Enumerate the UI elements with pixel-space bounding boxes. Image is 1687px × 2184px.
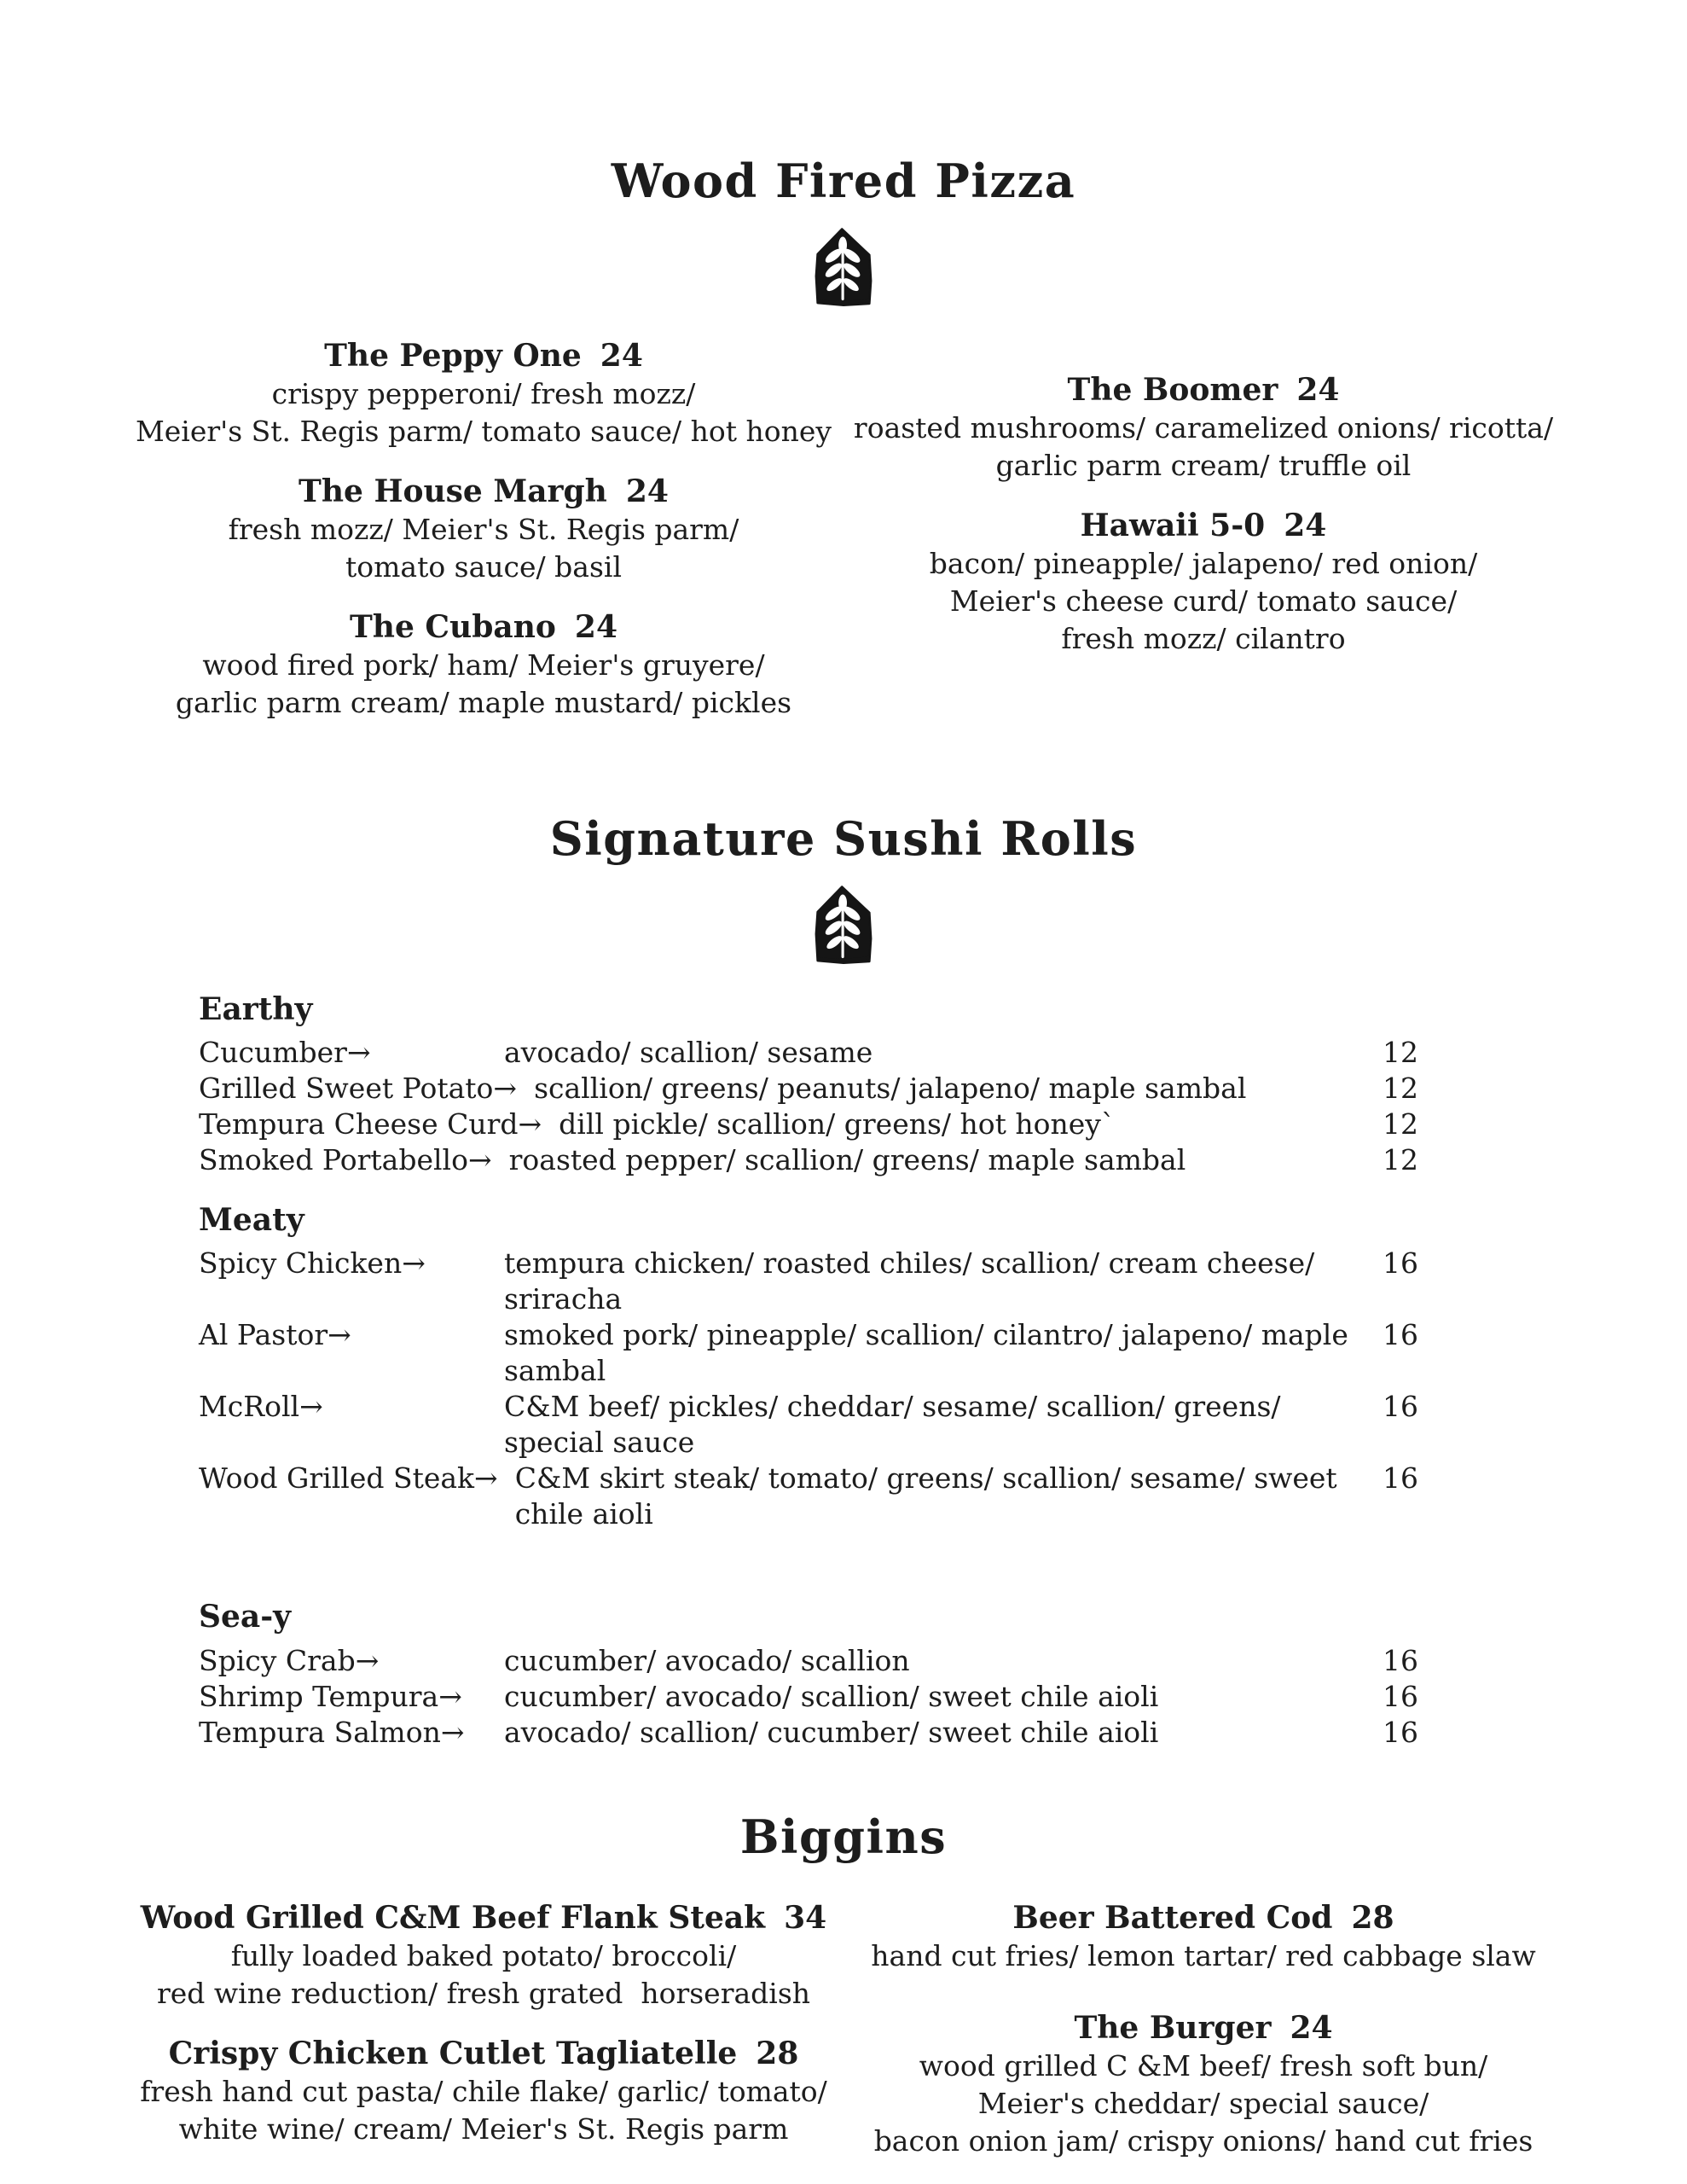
roll-desc: C&M skirt steak/ tomato/ greens/ scallion/ sesame/ sweet chile aioli bbox=[514, 1461, 1347, 1531]
item-price: 24 bbox=[574, 609, 618, 645]
roll-name bbox=[199, 1107, 559, 1142]
item-name: The Burger bbox=[1074, 2009, 1272, 2046]
menu-item-the-peppy-one bbox=[124, 337, 844, 450]
item-desc-line: fresh mozz/ Meier's St. Regis parm/ bbox=[228, 513, 739, 546]
roll-name-text: Shrimp Tempura bbox=[199, 1679, 439, 1713]
roll-desc: avocado/ scallion/ sesame bbox=[504, 1036, 873, 1070]
roll-price: 16 bbox=[1383, 1246, 1418, 1281]
biggins-column-left bbox=[124, 1899, 844, 2182]
menu-item-the-boomer bbox=[844, 371, 1563, 485]
roll-name bbox=[199, 1715, 504, 1751]
roll-name-text: Wood Grilled Steak bbox=[199, 1461, 475, 1496]
roll-desc: cucumber/ avocado/ scallion/ sweet chile aioli bbox=[504, 1679, 1159, 1713]
roll-price: 16 bbox=[1383, 1679, 1418, 1713]
roll-desc: avocado/ scallion/ cucumber/ sweet chile aioli bbox=[504, 1715, 1159, 1749]
item-desc-line: roasted mushrooms/ caramelized onions/ ricotta/ bbox=[853, 411, 1554, 444]
roll-desc: roasted pepper/ scallion/ greens/ maple sambal bbox=[508, 1143, 1186, 1177]
group-heading: Meaty bbox=[199, 1202, 304, 1239]
item-name: The House Margh bbox=[299, 473, 607, 509]
sushi-section-title: Signature Sushi Rolls bbox=[549, 811, 1138, 866]
item-head bbox=[844, 1899, 1563, 1937]
item-head bbox=[124, 337, 844, 375]
right-arrow-icon: → bbox=[328, 1318, 351, 1352]
item-desc-line: crispy pepperoni/ fresh mozz/ bbox=[271, 377, 696, 410]
sushi-group-meaty bbox=[199, 1202, 1418, 1532]
roll-name bbox=[199, 1142, 509, 1178]
menu-item-wood-grilled-flank-steak bbox=[124, 1899, 844, 2013]
item-desc-line: fresh mozz/ cilantro bbox=[1061, 622, 1346, 655]
item-desc-line: wood grilled C &M beef/ fresh soft bun/ bbox=[919, 2048, 1488, 2082]
menu-item-the-cubano bbox=[124, 608, 844, 722]
menu-item-the-house-margh bbox=[124, 473, 844, 586]
group-heading: Sea-y bbox=[199, 1599, 292, 1635]
menu-item-hawaii-5-0 bbox=[844, 507, 1563, 658]
item-desc-line: garlic parm cream/ maple mustard/ pickles bbox=[175, 686, 792, 719]
pizza-section-title: Wood Fired Pizza bbox=[611, 154, 1076, 208]
item-name: Hawaii 5-0 bbox=[1080, 508, 1266, 543]
roll-name bbox=[199, 1246, 504, 1281]
roll-row-shrimp-tempura bbox=[199, 1679, 1418, 1715]
right-arrow-icon: → bbox=[346, 1036, 371, 1070]
item-desc-line: fresh hand cut pasta/ chile flake/ garlic/ tomato/ bbox=[140, 2074, 827, 2108]
item-name: Wood Grilled C&M Beef Flank Steak bbox=[140, 1899, 766, 1936]
roll-row-spicy-chicken bbox=[199, 1246, 1418, 1317]
right-arrow-icon: → bbox=[438, 1679, 462, 1713]
sushi-section-logo bbox=[124, 882, 1563, 969]
right-arrow-icon: → bbox=[402, 1246, 426, 1281]
item-desc-line: fully loaded baked potato/ broccoli/ bbox=[230, 1938, 737, 1972]
roll-row-spicy-crab bbox=[199, 1643, 1418, 1679]
item-price: 24 bbox=[625, 473, 669, 509]
item-price: 24 bbox=[1290, 2009, 1333, 2046]
roll-price: 12 bbox=[1383, 1107, 1418, 1141]
item-name: The Boomer bbox=[1067, 372, 1278, 408]
roll-price: 16 bbox=[1383, 1643, 1418, 1677]
right-arrow-icon: → bbox=[440, 1715, 465, 1749]
roll-row-wood-grilled-steak bbox=[199, 1461, 1418, 1532]
wood-fired-pizza-section bbox=[124, 154, 1563, 744]
item-head bbox=[844, 371, 1563, 410]
roll-desc: tempura chicken/ roasted chiles/ scallion/ cream cheese/ sriracha bbox=[504, 1246, 1324, 1316]
item-desc-line: red wine reduction/ fresh grated horseradish bbox=[156, 1976, 811, 2010]
item-name: The Peppy One bbox=[324, 338, 582, 374]
item-price: 28 bbox=[756, 2035, 799, 2071]
roll-name-text: McRoll bbox=[199, 1390, 300, 1424]
item-head bbox=[124, 473, 844, 511]
right-arrow-icon: → bbox=[467, 1143, 492, 1177]
roll-row-smoked-portabello bbox=[199, 1142, 1418, 1178]
roll-desc: dill pickle/ scallion/ greens/ hot honey` bbox=[559, 1107, 1116, 1141]
roll-name bbox=[199, 1643, 504, 1679]
right-arrow-icon: → bbox=[474, 1461, 498, 1496]
biggins-columns bbox=[124, 1899, 1563, 2182]
item-desc-line: Meier's St. Regis parm/ tomato sauce/ hot honey bbox=[135, 415, 832, 448]
right-arrow-icon: → bbox=[518, 1107, 542, 1141]
item-price: 24 bbox=[600, 338, 643, 374]
roll-price: 16 bbox=[1383, 1715, 1418, 1749]
menu-item-crispy-chicken-cutlet-tagliatelle bbox=[124, 2035, 844, 2148]
item-head bbox=[124, 2035, 844, 2073]
item-head bbox=[124, 1899, 844, 1937]
item-head bbox=[844, 507, 1563, 545]
biggins-section bbox=[124, 1809, 1563, 2182]
sushi-group-sea-y bbox=[199, 1599, 1418, 1750]
roll-price: 16 bbox=[1383, 1461, 1418, 1496]
roll-row-tempura-salmon bbox=[199, 1715, 1418, 1751]
item-price: 24 bbox=[1284, 508, 1327, 543]
item-desc-line: bacon/ pineapple/ jalapeno/ red onion/ bbox=[929, 547, 1478, 580]
roll-desc: scallion/ greens/ peanuts/ jalapeno/ maple sambal bbox=[534, 1072, 1247, 1106]
roll-desc: smoked pork/ pineapple/ scallion/ cilantro/ jalapeno/ maple sambal bbox=[504, 1318, 1358, 1388]
roll-desc: C&M beef/ pickles/ cheddar/ sesame/ scallion/ greens/ special sauce bbox=[504, 1390, 1290, 1460]
item-name: Beer Battered Cod bbox=[1012, 1899, 1333, 1936]
item-desc-line: wood fired pork/ ham/ Meier's gruyere/ bbox=[202, 648, 765, 682]
roll-row-grilled-sweet-potato bbox=[199, 1071, 1418, 1107]
group-heading: Earthy bbox=[199, 991, 313, 1027]
pizza-columns bbox=[124, 337, 1563, 744]
roll-row-cucumber bbox=[199, 1035, 1418, 1071]
item-price: 34 bbox=[784, 1899, 827, 1936]
biggins-section-title: Biggins bbox=[739, 1809, 948, 1864]
item-head bbox=[124, 608, 844, 647]
roll-name bbox=[199, 1389, 504, 1425]
item-price: 28 bbox=[1351, 1899, 1394, 1936]
sushi-list bbox=[199, 991, 1418, 1751]
roll-price: 12 bbox=[1383, 1072, 1418, 1106]
sushi-group-earthy bbox=[199, 991, 1418, 1178]
roll-name bbox=[199, 1071, 534, 1107]
item-name: Crispy Chicken Cutlet Tagliatelle bbox=[168, 2035, 738, 2071]
item-desc-line: tomato sauce/ basil bbox=[345, 550, 623, 584]
right-arrow-icon: → bbox=[493, 1072, 518, 1106]
house-wheat-logo-icon bbox=[809, 224, 878, 311]
roll-row-tempura-cheese-curd bbox=[199, 1107, 1418, 1142]
roll-name-text: Cucumber bbox=[199, 1036, 347, 1070]
menu-item-the-burger bbox=[844, 2009, 1563, 2160]
signature-sushi-rolls-section bbox=[124, 811, 1563, 1751]
item-desc-line: hand cut fries/ lemon tartar/ red cabbage slaw bbox=[871, 1938, 1536, 1972]
menu-item-beer-battered-cod bbox=[844, 1899, 1563, 1975]
right-arrow-icon: → bbox=[355, 1643, 380, 1677]
item-desc-line: garlic parm cream/ truffle oil bbox=[995, 449, 1412, 482]
roll-name-text: Spicy Chicken bbox=[199, 1246, 403, 1281]
right-arrow-icon: → bbox=[299, 1390, 323, 1424]
item-desc-line: bacon onion jam/ crispy onions/ hand cut fries bbox=[873, 2123, 1533, 2158]
roll-name bbox=[199, 1679, 504, 1715]
roll-name-text: Smoked Portabello bbox=[199, 1143, 468, 1177]
roll-name bbox=[199, 1317, 504, 1353]
pizza-column-left bbox=[124, 337, 844, 744]
roll-price: 16 bbox=[1383, 1390, 1418, 1424]
item-desc-line: Meier's cheddar/ special sauce/ bbox=[977, 2086, 1429, 2120]
roll-name-text: Al Pastor bbox=[199, 1318, 328, 1352]
roll-row-al-pastor bbox=[199, 1317, 1418, 1389]
item-price: 24 bbox=[1296, 372, 1340, 408]
roll-name-text: Tempura Salmon bbox=[199, 1715, 441, 1749]
roll-desc: cucumber/ avocado/ scallion bbox=[504, 1643, 910, 1677]
item-head bbox=[844, 2009, 1563, 2048]
biggins-column-right bbox=[844, 1899, 1563, 2182]
pizza-column-right bbox=[844, 371, 1563, 744]
roll-price: 16 bbox=[1383, 1318, 1418, 1352]
roll-price: 12 bbox=[1383, 1143, 1418, 1177]
pizza-section-logo bbox=[124, 224, 1563, 311]
roll-name bbox=[199, 1035, 504, 1071]
roll-name-text: Spicy Crab bbox=[199, 1643, 356, 1677]
item-desc-line: Meier's cheese curd/ tomato sauce/ bbox=[949, 584, 1458, 618]
item-desc-line: white wine/ cream/ Meier's St. Regis parm bbox=[178, 2111, 789, 2146]
house-wheat-logo-icon bbox=[809, 882, 878, 969]
roll-name bbox=[199, 1461, 515, 1496]
roll-row-mcroll bbox=[199, 1389, 1418, 1461]
roll-price: 12 bbox=[1383, 1036, 1418, 1070]
roll-name-text: Tempura Cheese Curd bbox=[199, 1107, 519, 1141]
item-name: The Cubano bbox=[349, 609, 556, 645]
roll-name-text: Grilled Sweet Potato bbox=[199, 1072, 494, 1106]
